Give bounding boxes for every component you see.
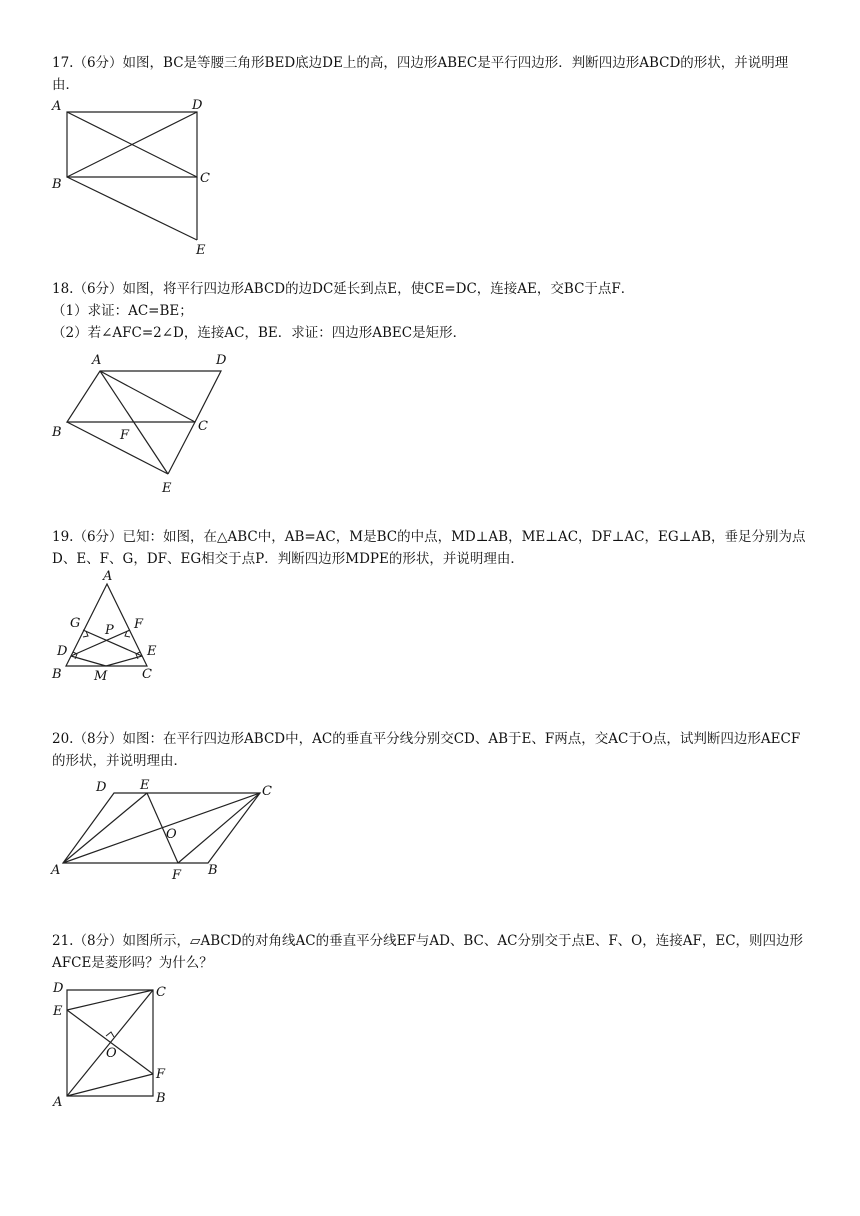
fig17-segment-BE bbox=[67, 177, 197, 240]
fig20-segment-FC bbox=[178, 793, 260, 863]
figure-17 bbox=[50, 98, 220, 258]
figure-20 bbox=[50, 776, 290, 886]
fig21-label-A: A bbox=[53, 1095, 63, 1110]
problem-18-text: 18.（6分）如图，将平行四边形ABCD的边DC延长到点E，使CE=DC，连接AE，交BC于点F． bbox=[52, 281, 635, 297]
fig19-label-C: C bbox=[142, 667, 152, 682]
fig21-label-D: D bbox=[53, 981, 64, 996]
fig21-segment-EF bbox=[67, 1010, 153, 1074]
problem-17-text: 17.（6分）如图，BC是等腰三角形BED底边DE上的高，四边形ABEC是平行四边形．判断四边形ABCD的形状，并说明理由． bbox=[52, 55, 789, 93]
fig20-label-B: B bbox=[208, 863, 218, 878]
fig19-label-E: E bbox=[147, 644, 157, 659]
fig20-label-A: A bbox=[51, 863, 61, 878]
fig20-label-C: C bbox=[262, 784, 272, 799]
problem-20-text: 20.（8分）如图：在平行四边形ABCD中，AC的垂直平分线分别交CD、AB于E、F两点，交AC于O点，试判断四边形AECF的形状，并说明理由． bbox=[52, 731, 801, 769]
problem-20 bbox=[52, 728, 812, 772]
figure-21 bbox=[50, 978, 190, 1113]
fig20-label-F: F bbox=[172, 868, 182, 883]
fig21-label-O: O bbox=[106, 1046, 117, 1061]
problem-18-part1: （1）求证：AC=BE； bbox=[52, 303, 193, 319]
fig18-label-A: A bbox=[92, 353, 102, 368]
fig21-diag-AC bbox=[67, 990, 153, 1096]
fig19-label-D: D bbox=[57, 644, 68, 659]
fig18-segment-BE bbox=[67, 422, 168, 474]
fig18-segment-CE bbox=[168, 422, 195, 474]
fig21-right-angle-O bbox=[106, 1032, 114, 1037]
fig19-label-A: A bbox=[103, 569, 113, 584]
fig19-label-M: M bbox=[94, 669, 108, 684]
fig18-label-C: C bbox=[198, 419, 208, 434]
fig18-segment-AC bbox=[100, 371, 195, 422]
fig19-segment-ME bbox=[106, 656, 142, 666]
figure-19 bbox=[50, 568, 170, 688]
fig18-label-F: F bbox=[120, 428, 130, 443]
fig19-label-G: G bbox=[70, 616, 81, 631]
fig18-label-E: E bbox=[162, 481, 172, 496]
fig17-label-B: B bbox=[52, 177, 62, 192]
fig19-segment-DF bbox=[71, 630, 130, 656]
problem-21-text: 21.（8分）如图所示，▱ABCD的对角线AC的垂直平分线EF与AD、BC、AC分别交于点E、F、O，连接AF，EC，则四边形AFCE是菱形吗？为什么？ bbox=[52, 933, 804, 971]
fig20-label-D: D bbox=[96, 780, 107, 795]
problem-17 bbox=[52, 52, 812, 96]
problem-21 bbox=[52, 930, 812, 974]
fig21-segment-EC bbox=[67, 990, 153, 1010]
problem-18 bbox=[52, 278, 812, 344]
fig20-label-E: E bbox=[140, 778, 150, 793]
fig19-label-F: F bbox=[134, 617, 144, 632]
problem-19-text: 19.（6分）已知：如图，在△ABC中，AB=AC，M是BC的中点，MD⊥AB，ME⊥AC，DF⊥AC，EG⊥AB，垂足分别为点D、E、F、G，DF、EG相交于点P．判断四边形MDPE的形状，并说明理由． bbox=[52, 529, 806, 567]
fig17-label-E: E bbox=[196, 243, 206, 258]
fig21-segment-AF bbox=[67, 1074, 153, 1096]
fig21-label-F: F bbox=[156, 1067, 166, 1082]
figure-18 bbox=[50, 350, 240, 500]
fig18-parallelogram-ABCD bbox=[67, 371, 221, 422]
fig20-diag-AC bbox=[63, 793, 260, 863]
fig18-label-B: B bbox=[52, 425, 62, 440]
fig21-label-C: C bbox=[156, 985, 166, 1000]
fig20-segment-AE bbox=[63, 793, 147, 863]
fig21-label-E: E bbox=[53, 1004, 63, 1019]
fig19-label-P: P bbox=[105, 623, 114, 638]
fig18-label-D: D bbox=[216, 353, 227, 368]
fig20-label-O: O bbox=[166, 827, 177, 842]
fig19-label-B: B bbox=[52, 667, 62, 682]
problem-19 bbox=[52, 526, 812, 570]
fig17-label-D: D bbox=[192, 98, 203, 113]
fig21-label-B: B bbox=[156, 1091, 166, 1106]
fig17-label-A: A bbox=[52, 99, 62, 114]
fig17-label-C: C bbox=[200, 171, 210, 186]
problem-18-part2: （2）若∠AFC=2∠D，连接AC，BE．求证：四边形ABEC是矩形． bbox=[52, 325, 467, 341]
fig19-segment-MD bbox=[71, 656, 106, 666]
